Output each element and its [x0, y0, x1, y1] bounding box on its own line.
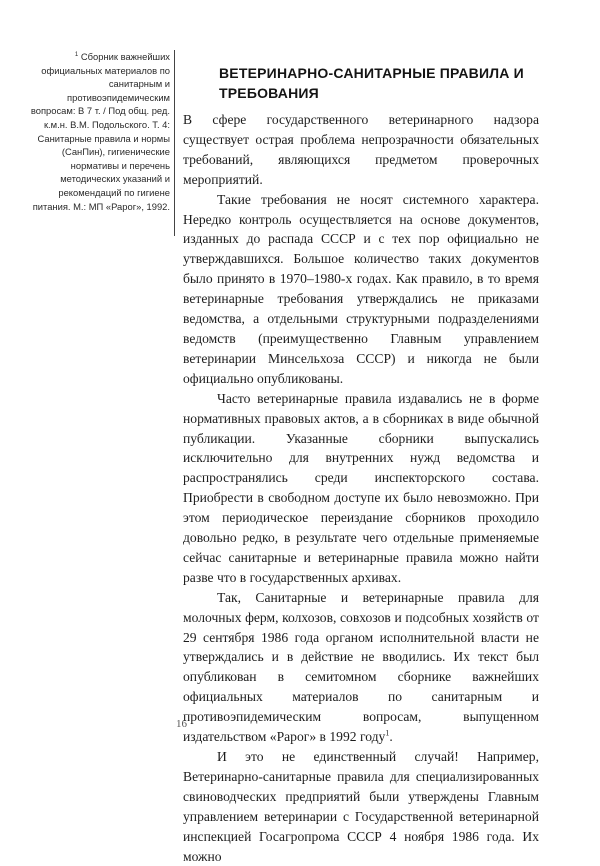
footnote-text: Сборник важнейших официальных материалов по санитарным и противоэпидемическим вопросам: В 7 т. / Под общ. ред. к.м.н. В.М. Подольского. Т. 4: Санитарные правила и нормы (СанПин), гигиенические нормативы и перечень методических указаний и рекомендаций по гигиене питания. М.: МП «Рарог», 1992.	[30, 51, 170, 212]
paragraph-3: Часто ветеринарные правила издавались не в форме нормативных правовых актов, а в сборниках в виде обычной публикации. Указанные сборники выпускались исключительно для внутренних нужд ведомства и распространялись среди инспекторского состава. Приобрести в свободном доступе их было невозможно. При этом периодическое переиздание сборников проходило довольно редко, в результате чего отдельные применяемые сейчас санитарные и ветеринарные правила можно найти разве что в государственных архивах.	[183, 390, 539, 585]
paragraph-5: И это не единственный случай! Например, Ветеринарно-санитарные правила для специализированных свиноводческих предприятий были утверждены Главным управлением ветеринарии с Государственной ветеринарной инспекцией Госагропрома СССР 4 ноября 1986 года. Их можно	[183, 749, 539, 864]
paragraph-4-text: Так, Санитарные и ветеринарные правила для молочных ферм, колхозов, совхозов и подсобных хозяйств от 29 сентября 1986 года органом исполнительной власти не утверждались и в действие не вводились. Их текст был опубликован в семитомном сборнике важнейших официальных материалов по санитарным и противоэпидемическим вопросам, выпущенном издательством «Рарог» в 1992 году	[183, 589, 539, 745]
body-text	[183, 110, 539, 866]
page-number: 16	[176, 718, 187, 730]
paragraph-2: Такие требования не носят системного характера. Нередко контроль осуществляется на основе документов, изданных до распада СССР и с тех пор официально не утверждавшихся. Большое количество таких документов было принято в 1970–1980-х годах. Как правило, в то время ветеринарные требования утверждались не приказами ведомства, а отдельными структурными подразделениями ведомств (преимущественно Главным управлением ветеринарии Минсельхоза СССР) и никогда не были официально опубликованы.	[183, 191, 539, 386]
paragraph-1: В сфере государственного ветеринарного надзора существует острая проблема непрозрачности обязательных требований, являющихся предметом проверочных мероприятий.	[183, 112, 539, 187]
footnote-mark: 1	[74, 51, 79, 58]
section-heading: ВЕТЕРИНАРНО-САНИТАРНЫЕ ПРАВИЛА И ТРЕБОВАНИЯ	[219, 64, 524, 101]
footnote-divider	[174, 50, 175, 236]
paragraph-4: Так, Санитарные и ветеринарные правила для молочных ферм, колхозов, совхозов и подсобных хозяйств от 29 сентября 1986 года органом исполнительной власти не утверждались и в действие не вводились. Их текст был опубликован в семитомном сборнике важнейших официальных материалов по санитарным и противоэпидемическим вопросам, выпущенном издательством «Рарог» в 1992 году$^1$.	[183, 589, 539, 745]
footnote	[22, 50, 170, 213]
footnote-reference[interactable]: 1	[385, 728, 390, 738]
